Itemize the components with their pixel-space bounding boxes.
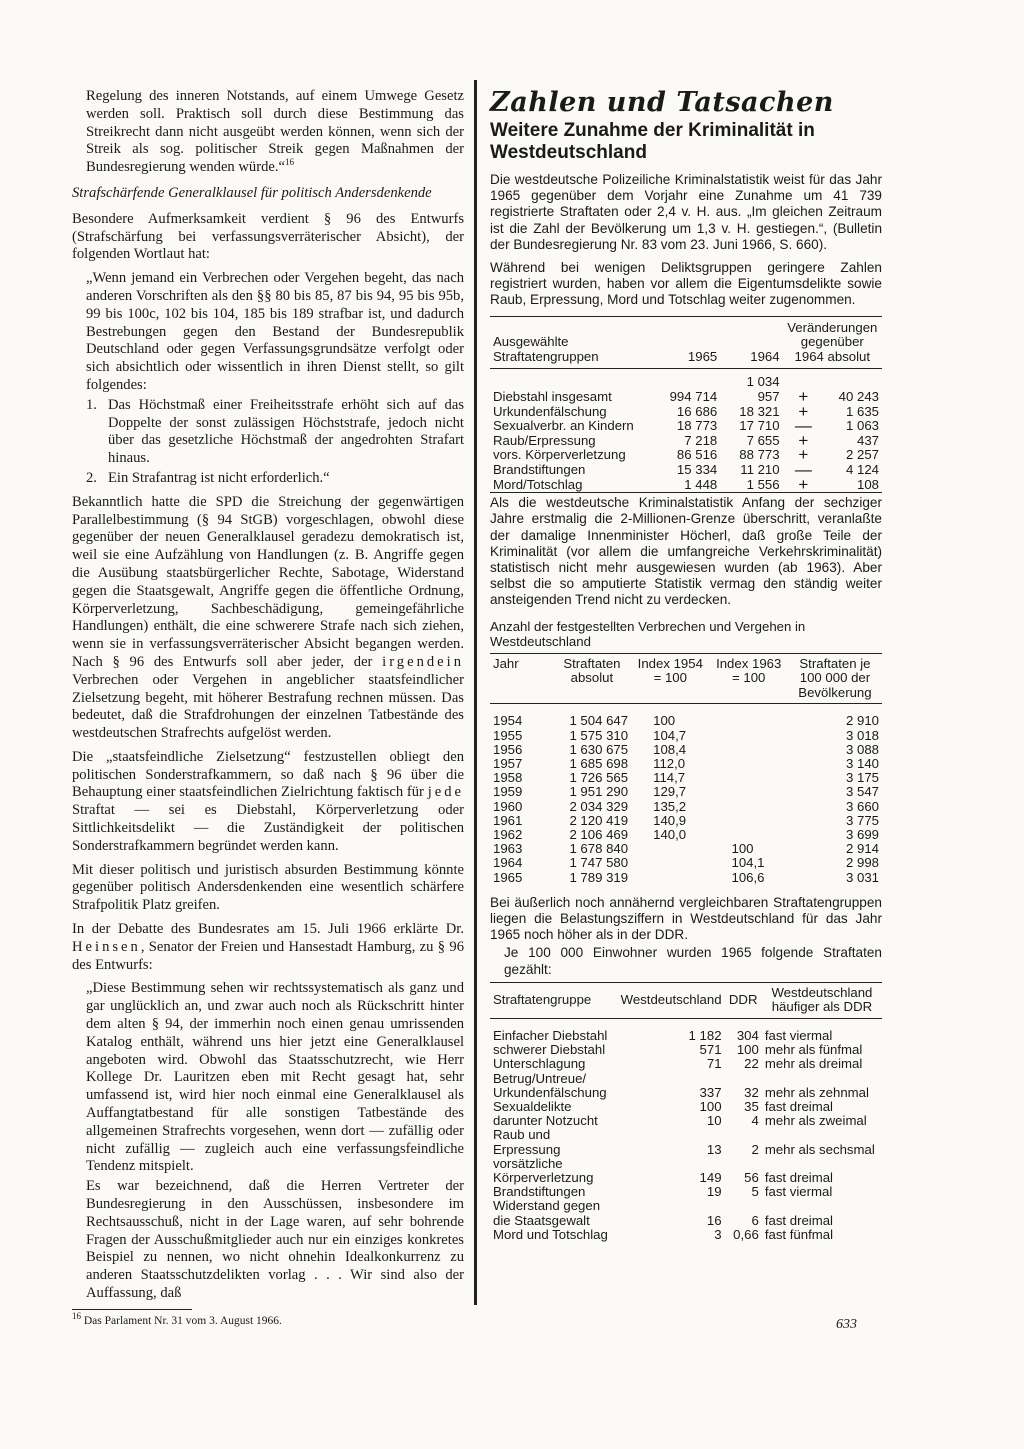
paragraph: Bekanntlich hatte die SPD die Streichung der gegenwärtigen Parallelbestimmung (§ 94 StGB) vorgeschlagen, obwohl diese gegenüber der neuen Generalklausel geradezu demokratisch ist, weil sie eine Aufzählung von Handlungen (z. B. Angriffe gegen die Ausübung staatsbürgerlicher Rechte, Sabotage, Widerstand gegen die Staatsgewalt, Angriffe gegen die öffentliche Ordnung, Körperverletzung, Sachbeschädigung, gemeingefährliche Handlungen) enthält, die eine schwerere Strafe nach sich ziehen, wenn sie in verfassungsverräterischer Absicht begangen werden. Nach § 96 des Entwurfs soll aber jeder, der irgendein Verbrechen oder Vergehen in angeblicher staatsfeindlicher Zielsetzung begeht, mit höherer Bestrafung rechnen müssen. Das bedeutet, daß die Strafdrohungen der einzelnen Tatbestände des westdeutschen Strafrechts aufgelöst werden. bbox=[72, 493, 464, 742]
table-header-cell: Index 1963 = 100 bbox=[710, 653, 788, 704]
table-row bbox=[490, 771, 882, 785]
table-row bbox=[490, 1114, 882, 1128]
table-cell: fast viermal bbox=[764, 1028, 833, 1043]
table-cell: 1957 bbox=[493, 755, 523, 771]
table-cell: 104,1 bbox=[731, 855, 765, 871]
list-item bbox=[72, 470, 464, 488]
table-cell: 1 747 580 bbox=[569, 855, 629, 871]
table-header-cell: Veränderungen gegenüber 1964 absolut bbox=[783, 316, 882, 369]
footnote-ref: 16 bbox=[284, 157, 294, 168]
table-cell: mehr als zehnmal bbox=[764, 1084, 869, 1100]
table-cell bbox=[631, 842, 709, 856]
table-row bbox=[490, 1185, 882, 1199]
table-cell: fast dreimal bbox=[764, 1170, 833, 1186]
table-cell: 32 bbox=[744, 1084, 759, 1100]
table-cell: 4 124 bbox=[845, 461, 879, 477]
table-cell: 7 655 bbox=[746, 432, 780, 448]
table-cell: 108 bbox=[856, 476, 879, 492]
table-cell: 18 321 bbox=[739, 403, 780, 419]
table-row bbox=[490, 1100, 882, 1114]
table-cell: 1956 bbox=[493, 741, 523, 757]
table-cell bbox=[710, 785, 788, 799]
article-title: Weitere Zunahme der Kriminalität in Westdeutschland bbox=[490, 120, 815, 163]
table-cell: vorsätzliche Körperverletzung bbox=[493, 1155, 594, 1186]
table-row bbox=[490, 842, 882, 856]
table-cell: + bbox=[798, 474, 809, 494]
table-cell: 6 bbox=[751, 1212, 759, 1228]
table-cell: darunter Notzucht bbox=[493, 1113, 598, 1129]
table-cell: vors. Körperverletzung bbox=[493, 447, 626, 463]
left-column bbox=[72, 88, 464, 1328]
table-row bbox=[490, 405, 882, 420]
paragraph: Als die westdeutsche Kriminalstatistik Anfang der sechziger Jahre erstmalig die 2-Millionen-Grenze überschritt, veranlaßte der damalige Innenminister Höcherl, daß große Teile der Kriminalität (vor allem die umfangreiche Verkehrskriminalität) statistisch nicht mehr ausgewiesen wurden (ab 1963). Aber selbst die so amputierte Statistik vermag den ständig weiter ansteigenden Trend nicht zu verdecken. bbox=[490, 495, 882, 608]
table-cell: 10 bbox=[706, 1113, 722, 1129]
table-cell bbox=[710, 729, 788, 743]
table-row bbox=[490, 419, 882, 434]
table-row bbox=[490, 871, 882, 885]
table-cell: 86 516 bbox=[676, 447, 718, 463]
crime-change-table bbox=[490, 316, 882, 494]
table-cell: mehr als sechsmal bbox=[764, 1141, 875, 1157]
table-cell: Sexualverbr. an Kindern bbox=[493, 418, 634, 434]
table-row bbox=[490, 1072, 882, 1100]
table-cell: 19 bbox=[706, 1184, 722, 1200]
table-row bbox=[490, 729, 882, 743]
list-item-text: Das Höchstmaß einer Freiheitsstrafe erhöht sich auf das Doppelte der sonst zulässigen Höchststrafe, jedoch nicht über das gesetzliche Höchstmaß der angedrohten Strafart hinaus. bbox=[108, 396, 464, 467]
table-row bbox=[490, 828, 882, 842]
table-cell: 2 257 bbox=[845, 447, 879, 463]
table-caption: Anzahl der festgestellten Verbrechen und Vergehen in Westdeutschland bbox=[490, 618, 806, 649]
table-cell: 100 bbox=[653, 713, 676, 729]
table-cell: Mord und Totschlag bbox=[493, 1226, 608, 1242]
table-cell: 7 218 bbox=[684, 432, 718, 448]
table-cell: 2 910 bbox=[845, 713, 879, 729]
table-row bbox=[490, 1019, 882, 1044]
table-header-row bbox=[490, 316, 882, 369]
section-title: Zahlen und Tatsachen bbox=[490, 87, 834, 118]
table-cell: 2 bbox=[751, 1141, 759, 1157]
table-cell: 114,7 bbox=[653, 770, 686, 786]
table-row bbox=[490, 448, 882, 463]
table-cell: 437 bbox=[856, 432, 879, 448]
table-cell: 1 685 698 bbox=[569, 755, 629, 771]
table-cell: 1955 bbox=[493, 727, 523, 743]
table-cell: 2 034 329 bbox=[569, 798, 629, 814]
table-cell: 5 bbox=[751, 1184, 759, 1200]
table-cell: 3 bbox=[714, 1226, 722, 1242]
table-cell: 337 bbox=[699, 1084, 722, 1100]
quote-block: Es war bezeichnend, daß die Herren Vertreter der Bundesregierung in den Ausschüssen, insbesondere im Rechtsausschuß, nicht in der Lage waren, auf sehr bohrende Fragen der Ausschußmitglieder auch nur ein einziges konkretes Beispiel zu nennen, wo nicht ohnehin Idealkonkurrenz zu anderen Staatsschutzdelikten vorlag . . . Wir sind also der Auffassung, daß bbox=[86, 1178, 464, 1301]
table-cell: Raub/Erpressung bbox=[493, 432, 596, 448]
table-cell: 100 bbox=[731, 841, 754, 857]
table-row bbox=[490, 704, 882, 729]
table-cell bbox=[710, 743, 788, 757]
table-cell: 1 556 bbox=[746, 476, 780, 492]
list-item bbox=[72, 397, 464, 468]
quote-block: „Wenn jemand ein Verbrechen oder Vergehen begeht, das nach anderen Vorschriften als den §§ 80 bis 85, 87 bis 94, 95 bis 95b, 99 bis 100c, 102 bis 104, 185 bis 189 strafbar ist, und dadurch Bestrebungen gegen den Bestand der Bundesrepublik Deutschland oder gegen Verfassungsgrundsätze verfolgt oder sich absichtlich oder wissentlich in ihren Dienst stellt, so gilt folgendes: bbox=[86, 270, 464, 393]
table-cell: + bbox=[798, 430, 809, 450]
table-cell: 140,9 bbox=[653, 812, 687, 828]
table-cell: fast fünfmal bbox=[764, 1226, 833, 1242]
paragraph: Mit dieser politisch und juristisch absurden Bestimmung könnte gegenüber politisch Andersdenkenden eine wesentlich schärfere Strafpolitik Platz greifen. bbox=[72, 861, 464, 914]
table-row bbox=[490, 743, 882, 757]
table-cell: 3 699 bbox=[845, 826, 879, 842]
table-row bbox=[490, 1057, 882, 1071]
table-cell: 71 bbox=[706, 1056, 722, 1072]
table-cell: — bbox=[794, 416, 812, 436]
table-row bbox=[490, 856, 882, 870]
paragraph: Die „staatsfeindliche Zielsetzung“ festzustellen obliegt den politischen Sonderstrafkammern, so daß nach § 96 über die Behauptung einer staatsfeindlichen Zielrichtung faktisch für jede Straftat — sei es Diebstahl, Körperverletzung oder Sittlichkeitsdelikt — die Zuständigkeit der politischen Sonderstrafkammern begründet werden kann. bbox=[72, 748, 464, 854]
table-cell: 3 140 bbox=[845, 755, 879, 771]
table-row bbox=[490, 463, 882, 478]
quote-block: „Diese Bestimmung sehen wir rechtssystematisch als ganz und gar unglücklich an, und zwar auch noch als Rückschritt hinter dem alten § 94, der immerhin noch einen genau umrissenden Katalog enthält, während uns hier jetzt eine Generalklausel angeboten wird. Obwohl das Staatsschutzrecht, wie Herr Kollege Dr. Lauritzen eben mit Recht gesagt hat, sehr umfassend ist, wird hier noch einmal eine Generalklausel als Auffangtatbestand für alle sonstigen Tatbestände des allgemeinen Strafrechts vorgesehen, wenn dort — zufällig oder nicht zufällig — zugleich auch eine verfassungsfeindliche Tendenz mitspielt. bbox=[86, 980, 464, 1175]
table-cell: Diebstahl insgesamt bbox=[493, 389, 612, 404]
table-row bbox=[490, 434, 882, 449]
table-cell: 15 334 bbox=[676, 461, 718, 477]
paragraph: In der Debatte des Bundesrates am 15. Juli 1966 erklärte Dr. Heinsen, Senator der Freien und Hansestadt Hamburg, zu § 96 des Entwurfs: bbox=[72, 921, 464, 973]
table-cell: 1960 bbox=[493, 798, 523, 814]
table-cell: 1954 bbox=[493, 713, 523, 729]
table-row bbox=[490, 1228, 882, 1242]
footnote-number: 16 bbox=[72, 1310, 81, 1321]
table-cell: 1 034 957 bbox=[746, 374, 780, 404]
table-cell: Unterschlagung bbox=[493, 1056, 586, 1072]
table-cell: 1958 bbox=[493, 770, 523, 786]
table-row bbox=[490, 1199, 882, 1227]
table-cell: 1963 bbox=[493, 841, 523, 857]
table-cell: fast dreimal bbox=[764, 1099, 833, 1115]
table-cell: 22 bbox=[744, 1056, 759, 1072]
table-cell: 40 243 bbox=[838, 389, 879, 404]
table-cell: + bbox=[798, 445, 809, 465]
table-cell: Raub und Erpressung bbox=[493, 1127, 561, 1157]
table-row bbox=[490, 369, 882, 405]
table-cell bbox=[631, 856, 709, 870]
table-cell: 140,0 bbox=[653, 826, 687, 842]
table-header-cell: Westdeutschland häufiger als DDR bbox=[762, 982, 882, 1018]
table-cell: 1962 bbox=[493, 826, 523, 842]
table-cell: 112,0 bbox=[653, 755, 686, 771]
table-cell: — bbox=[794, 459, 812, 479]
table-cell bbox=[710, 771, 788, 785]
table-header-cell: 1965 bbox=[662, 316, 720, 369]
table-cell: 1 448 bbox=[684, 476, 718, 492]
table-cell: 1 063 bbox=[845, 418, 879, 434]
table-cell bbox=[710, 704, 788, 729]
table-cell: 3 547 bbox=[845, 784, 879, 800]
table-cell: 1 575 310 bbox=[569, 727, 629, 743]
comparison-table bbox=[490, 982, 882, 1242]
table-cell: Mord/Totschlag bbox=[493, 476, 583, 492]
table-header-row bbox=[490, 653, 882, 704]
footnote: $^{16}$ Das Parlament Nr. 31 vom 3. August 1966. bbox=[72, 1310, 282, 1327]
table-cell: Brandstiftungen bbox=[493, 461, 586, 477]
table-cell: 571 bbox=[699, 1042, 722, 1058]
table-cell: 2 120 419 bbox=[569, 812, 629, 828]
table-cell: 1964 bbox=[493, 855, 523, 871]
table-cell: 100 bbox=[736, 1042, 759, 1058]
list-item-text: Ein Strafantrag ist nicht erforderlich.“ bbox=[108, 469, 330, 486]
paragraph: Während bei wenigen Deliktsgruppen geringere Zahlen registriert wurden, haben vor allem die Eigentumsdelikte sowie Raub, Erpressung, Mord und Totschlag weiter zugenommen. bbox=[490, 260, 882, 308]
table-cell: 149 bbox=[699, 1170, 722, 1186]
table-row bbox=[490, 1043, 882, 1057]
table-cell: 108,4 bbox=[653, 741, 687, 757]
table-cell: 18 773 bbox=[676, 418, 718, 434]
table-cell: 0,66 bbox=[733, 1226, 759, 1242]
table-cell: Urkundenfälschung bbox=[493, 403, 607, 419]
table-cell: + bbox=[798, 401, 809, 421]
table-cell: 3 660 bbox=[845, 798, 879, 814]
table-cell: 1 630 675 bbox=[569, 741, 629, 757]
table-header-cell: DDR bbox=[725, 982, 762, 1018]
table-cell: Einfacher Diebstahl bbox=[493, 1028, 608, 1043]
table-cell: 1 789 319 bbox=[569, 869, 629, 885]
table-cell: 3 018 bbox=[845, 727, 879, 743]
table-cell bbox=[710, 814, 788, 828]
table-row bbox=[490, 814, 882, 828]
paragraph: Bei äußerlich noch annähernd vergleichbaren Straftatengruppen liegen die Belastungsziffern in Westdeutschland für das Jahr 1965 noch höher als in der DDR. bbox=[490, 894, 882, 943]
table-row bbox=[490, 785, 882, 799]
table-cell: 16 686 bbox=[676, 403, 718, 419]
table-cell: fast dreimal bbox=[764, 1212, 833, 1228]
table-cell: mehr als zweimal bbox=[764, 1113, 867, 1129]
table-cell bbox=[710, 828, 788, 842]
table-cell: 304 bbox=[736, 1028, 759, 1043]
table-cell: 1 182 bbox=[688, 1028, 722, 1043]
crime-trend-table bbox=[490, 653, 882, 885]
table-cell: Widerstand gegen die Staatsgewalt bbox=[493, 1198, 601, 1228]
table-cell: 3 175 bbox=[845, 770, 879, 786]
table-row bbox=[490, 1128, 882, 1156]
paragraph: Regelung des inneren Notstands, auf einem Umwege Gesetz werden soll. Praktisch soll durch diese Bestimmung das Streikrecht dann nicht ausgeübt werden können, wenn sich der Streik als sog. politischer Streik gegen Maßnahmen der Bundesregierung wenden würde.“$^{16}$ bbox=[86, 88, 464, 176]
table-cell: mehr als dreimal bbox=[764, 1056, 863, 1072]
table-cell: schwerer Diebstahl bbox=[493, 1042, 606, 1058]
table-cell: 16 bbox=[706, 1212, 722, 1228]
table-cell: 4 bbox=[751, 1113, 759, 1129]
table-cell: 2 998 bbox=[845, 855, 879, 871]
table-cell: Brandstiftungen bbox=[493, 1184, 586, 1200]
footnote-rule bbox=[72, 1309, 192, 1310]
table-cell: 1 504 647 bbox=[569, 713, 629, 729]
table-cell bbox=[710, 757, 788, 771]
table-cell: 106,6 bbox=[731, 869, 765, 885]
table-row bbox=[490, 478, 882, 493]
table-cell: 11 210 bbox=[740, 461, 780, 477]
table-cell: 88 773 bbox=[739, 447, 780, 463]
table-header-row bbox=[490, 982, 882, 1018]
table-header-cell: Ausgewählte Straftatengruppen bbox=[490, 316, 662, 369]
table-cell: 13 bbox=[706, 1141, 722, 1157]
table-cell: fast viermal bbox=[764, 1184, 833, 1200]
table-cell: 1 951 290 bbox=[569, 784, 629, 800]
table-cell bbox=[710, 800, 788, 814]
table-row bbox=[490, 1157, 882, 1185]
subheading: Strafschärfende Generalklausel für politisch Andersdenkende bbox=[72, 184, 432, 201]
page-number: 633 bbox=[836, 1317, 857, 1332]
right-column bbox=[490, 88, 882, 1242]
table-cell: 17 710 bbox=[739, 418, 780, 434]
table-cell: 135,2 bbox=[653, 798, 687, 814]
table-cell: Sexualdelikte bbox=[493, 1099, 572, 1115]
table-cell: 100 bbox=[699, 1099, 722, 1115]
paragraph: Die westdeutsche Polizeiliche Kriminalstatistik weist für das Jahr 1965 gegenüber dem Vorjahr eine Zunahme um 41 739 registrierte Straftaten oder 2,4 v. H. aus. „Im gleichen Zeitraum ist die Zahl der Bevölkerung um 1,3 v. H. gestiegen.“, (Bulletin der Bundesregierung Nr. 83 vom 23. Juni 1966, S. 660). bbox=[490, 172, 882, 252]
emphasis-spaced: jede bbox=[427, 784, 464, 801]
table-header-cell: 1964 bbox=[720, 316, 782, 369]
table-header-cell: Jahr bbox=[490, 653, 553, 704]
column-divider bbox=[474, 80, 477, 1305]
table-cell: 3 088 bbox=[845, 741, 879, 757]
paragraph: Besondere Aufmerksamkeit verdient § 96 des Entwurfs (Strafschärfung bei verfassungsverräterischer Absicht), der folgenden Wortlaut hat: bbox=[72, 210, 464, 263]
table-cell: 56 bbox=[744, 1170, 759, 1186]
table-cell: 1 635 bbox=[845, 403, 879, 419]
table-cell: 1961 bbox=[493, 812, 523, 828]
list-item-number: 1. bbox=[86, 396, 97, 413]
table-header-cell: Westdeutschland bbox=[618, 982, 725, 1018]
table-cell: mehr als fünfmal bbox=[764, 1042, 863, 1058]
table-cell: 1959 bbox=[493, 784, 523, 800]
paragraph: Je 100 000 Einwohner wurden 1965 folgende Straftaten gezählt: bbox=[504, 945, 882, 977]
table-row bbox=[490, 757, 882, 771]
table-cell: 3 031 bbox=[845, 869, 879, 885]
table-cell bbox=[631, 871, 709, 885]
table-cell: + bbox=[798, 387, 809, 406]
table-cell: 3 775 bbox=[845, 812, 879, 828]
table-cell: 994 714 bbox=[669, 389, 718, 404]
table-header-cell: Straftaten absolut bbox=[553, 653, 631, 704]
list-item-number: 2. bbox=[86, 469, 97, 486]
table-cell: Betrug/Untreue/ Urkundenfälschung bbox=[493, 1070, 607, 1100]
table-cell: 2 106 469 bbox=[569, 826, 629, 842]
table-cell: 35 bbox=[744, 1099, 759, 1115]
table-header-cell: Index 1954 = 100 bbox=[631, 653, 709, 704]
table-cell: 129,7 bbox=[653, 784, 687, 800]
table-row bbox=[490, 800, 882, 814]
table-header-cell: Straftatengruppe bbox=[490, 982, 618, 1018]
table-cell: 1 678 840 bbox=[569, 841, 629, 857]
table-header-cell: Straftaten je 100 000 der Bevölkerung bbox=[788, 653, 882, 704]
table-cell: 2 914 bbox=[845, 841, 879, 857]
emphasis-spaced: irgendein bbox=[382, 653, 464, 670]
table-cell: 1965 bbox=[493, 869, 523, 885]
emphasis-spaced: Heinsen bbox=[72, 938, 141, 955]
table-cell: 1 726 565 bbox=[569, 770, 629, 786]
table-cell: 104,7 bbox=[653, 727, 687, 743]
